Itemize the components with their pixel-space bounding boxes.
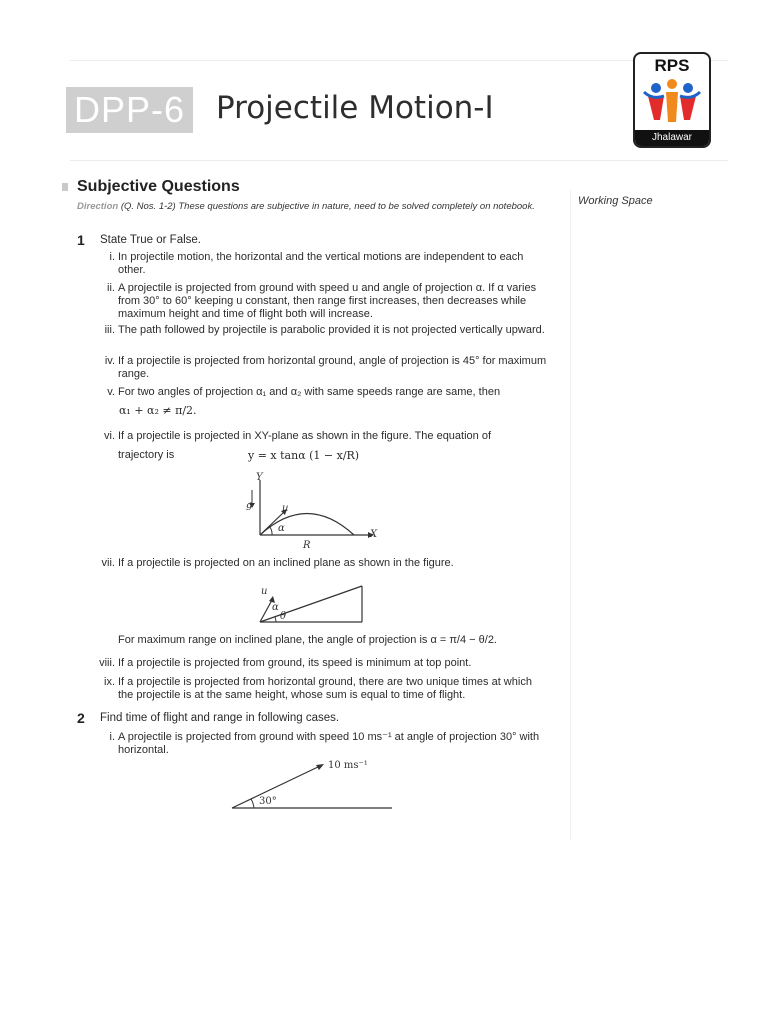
list-item xyxy=(99,386,549,399)
item-text: If a projectile is projected on an inclined plane as shown in the figure. xyxy=(118,557,454,569)
direction-text: (Q. Nos. 1-2) These questions are subjective in nature, need to be solved completely on notebook. xyxy=(118,201,535,212)
gravity-label: g xyxy=(246,500,253,511)
direction-label: Direction xyxy=(77,201,119,212)
inclined-plane-figure xyxy=(250,582,370,627)
max-range-statement: For maximum range on inclined plane, the angle of projection is α = π/4 − θ/2. xyxy=(118,634,497,646)
question-number: 2 xyxy=(77,710,85,726)
trajectory-curve xyxy=(260,514,354,536)
item-number: iv. xyxy=(104,355,115,367)
section-title: Subjective Questions xyxy=(77,178,240,195)
item-number: viii. xyxy=(99,657,115,669)
list-item xyxy=(99,557,549,570)
rps-logo xyxy=(633,52,711,148)
y-axis-label: Y xyxy=(256,472,263,483)
page-title: Projectile Motion-I xyxy=(216,90,494,126)
list-item xyxy=(99,430,549,443)
logo-text: RPS xyxy=(654,56,690,75)
working-space-divider xyxy=(570,190,571,840)
dpp-badge: DPP-6 xyxy=(66,87,193,133)
list-item xyxy=(99,355,549,381)
logo-caption: Jhalawar xyxy=(635,130,709,146)
scan-artifact-line xyxy=(70,160,728,161)
item-text: A projectile is projected from ground with speed 10 ms⁻¹ at angle of projection 30° with horizontal. xyxy=(118,731,540,756)
angle-label: α xyxy=(278,523,285,534)
item-number: i. xyxy=(109,251,115,263)
item-text: If a projectile is projected in XY-plane as shown in the figure. The equation of xyxy=(118,430,492,442)
formula-angle-sum: α₁ + α₂ ≠ π/2. xyxy=(119,404,197,417)
question-text: Find time of flight and range in following cases. xyxy=(100,712,340,724)
scan-artifact-line xyxy=(70,60,728,61)
x-axis-label: X xyxy=(370,529,378,540)
question-number: 1 xyxy=(77,232,85,248)
item-text: If a projectile is projected from horizontal ground, there are two unique times at which the projectile is at the same height, whose sum is equal to time of flight. xyxy=(118,676,532,701)
working-space-label: Working Space xyxy=(578,195,653,207)
angle-alpha-label: α xyxy=(272,602,279,613)
list-item xyxy=(99,731,549,757)
list-item xyxy=(99,251,549,277)
angle-label: 30° xyxy=(259,796,277,807)
projection-figure xyxy=(228,760,398,812)
logo-figures-icon xyxy=(642,78,702,126)
speed-label: 10 ms⁻¹ xyxy=(328,760,368,771)
item-number: ix. xyxy=(104,676,115,688)
velocity-label: u xyxy=(261,586,268,597)
range-label: R xyxy=(303,540,311,551)
item-number: i. xyxy=(109,731,115,743)
velocity-label: u xyxy=(282,503,289,514)
item-text: A projectile is projected from ground with speed u and angle of projection α. If α varies from 30° to 60° keeping u constant, then range first increases, then decreases while maximum height and time of flight both will increase. xyxy=(118,282,537,320)
list-item xyxy=(99,324,549,337)
question-text: State True or False. xyxy=(100,234,201,246)
item-text: The path followed by projectile is parabolic provided it is not projected vertically upward. xyxy=(118,324,545,336)
trajectory-label: trajectory is xyxy=(118,449,175,461)
item-number: iii. xyxy=(104,324,115,336)
section-marker-icon xyxy=(62,183,68,191)
angle-theta-label: θ xyxy=(280,611,287,622)
item-number: ii. xyxy=(107,282,115,294)
item-text: If a projectile is projected from horizontal ground, angle of projection is 45° for maximum range. xyxy=(118,355,547,380)
item-text: If a projectile is projected from ground, its speed is minimum at top point. xyxy=(118,657,472,669)
formula-trajectory: y = x tanα (1 − x/R) xyxy=(248,449,360,462)
direction-note xyxy=(77,201,547,213)
item-number: vi. xyxy=(104,430,115,442)
list-item xyxy=(99,657,549,670)
item-number: v. xyxy=(107,386,115,398)
list-item xyxy=(99,676,549,702)
list-item xyxy=(99,282,549,321)
item-text: For two angles of projection α₁ and α₂ with same speeds range are same, then xyxy=(118,386,501,398)
item-number: vii. xyxy=(101,557,115,569)
item-text: In projectile motion, the horizontal and the vertical motions are independent to each other. xyxy=(118,251,524,276)
